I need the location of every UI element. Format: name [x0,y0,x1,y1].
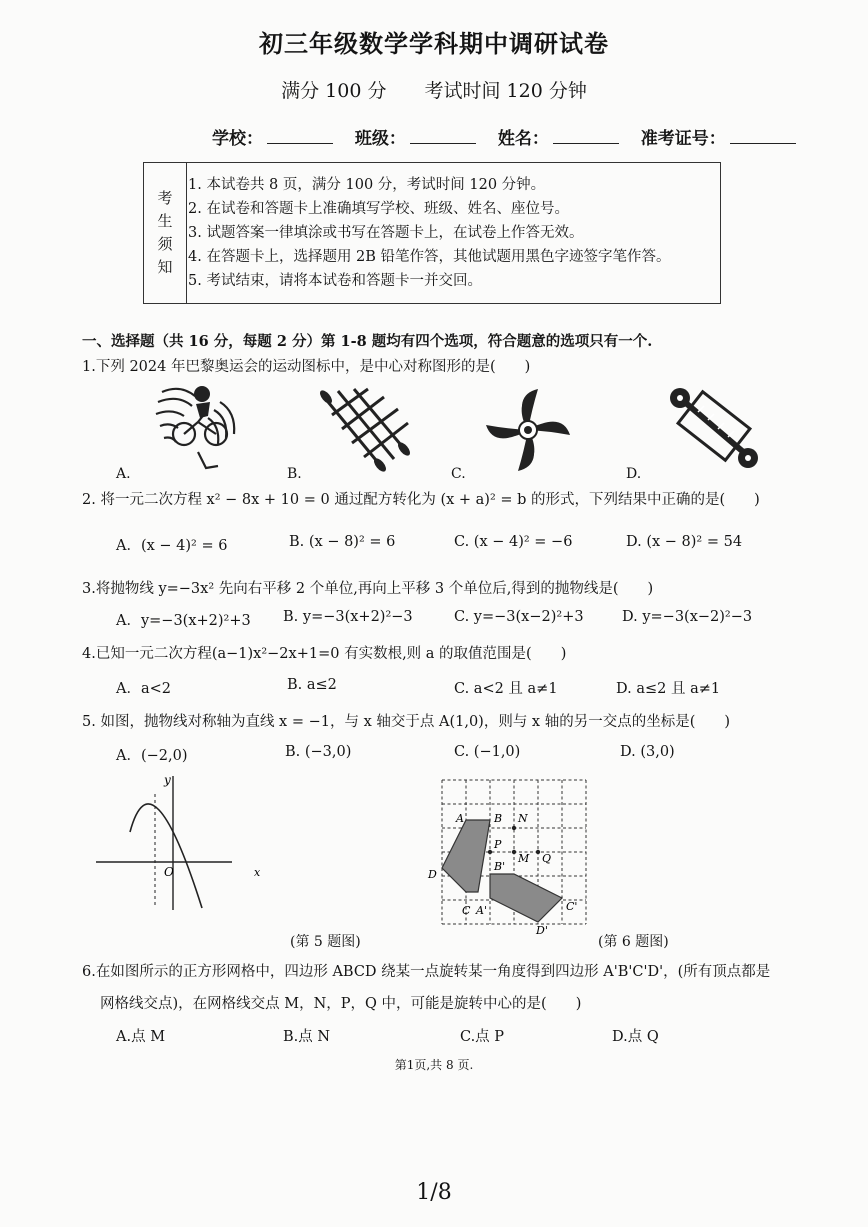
skateboard-icon [664,382,764,474]
notice-item: 2. 在试卷和答题卡上准确填写学校、班级、姓名、座位号。 [188,201,569,217]
q3-option-d: D. y=−3(x−2)²−3 [622,609,753,625]
exam-id-blank [730,129,796,144]
quadrilateral-abcd [442,820,490,892]
class-field [355,124,476,149]
notice-side-char: 考 [157,189,173,207]
question-6-line-2: 网格线交点)，在网格线交点 M，N，P，Q 中，可能是旋转中心的是( ) [100,996,582,1012]
q4-option-a: A．a<2 [116,681,171,697]
q6-figure-caption: (第 6 题图) [598,934,669,950]
pinwheel-icon [482,385,574,475]
notice-item: 5. 考试结束，请将本试卷和答题卡一并交回。 [188,273,482,289]
class-blank [410,129,476,144]
exam-time: 考试时间 120 分钟 [424,80,587,102]
q5-option-d: D. (3,0) [620,744,675,760]
section-heading: 一、选择题（共 16 分，每题 2 分）第 1-8 题均有四个选项，符合题意的选项只有一个. [82,333,653,350]
name-blank [553,129,619,144]
label-a-prime: A' [476,904,487,917]
q5-parabola-figure [92,772,272,912]
x-axis-label: x [254,866,261,879]
question-6-line-1: 6.在如图所示的正方形网格中，四边形 ABCD 绕某一点旋转某一角度得到四边形 A'B'C'D'，(所有顶点都是 [82,964,771,980]
notice-side-char: 知 [157,258,173,276]
point-p [488,850,492,854]
label-b: B [494,812,503,825]
notice-item: 4. 在答题卡上，选择题用 2B 铅笔作答，其他试题用黑色字迹签字笔作答。 [188,249,671,265]
notice-side-char: 生 [157,212,173,230]
notice-list [188,173,671,293]
q5-option-c: C. (−1,0) [454,744,521,760]
q1-option-b: B. [287,466,302,482]
notice-item: 1. 本试卷共 8 页，满分 100 分，考试时间 120 分钟。 [188,177,546,193]
label-m: M [518,852,530,865]
notice-item: 3. 试题答案一律填涂或书写在答题卡上，在试卷上作答无效。 [188,225,584,241]
rowing-icon [318,385,413,473]
question-1-text: 1.下列 2024 年巴黎奥运会的运动图标中，是中心对称图形的是( ) [82,359,531,375]
label-b-prime: B' [494,860,506,873]
exam-id-field [641,124,796,149]
label-d-prime: D' [536,924,548,934]
question-5-text: 5. 如图，抛物线对称轴为直线 x = −1，与 x 轴交于点 A(1,0)，则与 x 轴的另一交点的坐标是( ) [82,714,731,730]
question-3-text: 3.将抛物线 y=−3x² 先向右平移 2 个单位,再向上平移 3 个单位后,得到的抛物线是( ) [82,581,654,597]
q1-option-d: D. [626,466,642,482]
y-axis-label: y [164,773,171,787]
q5-figure-caption: (第 5 题图) [290,934,361,950]
exam-id-label: 准考证号： [640,129,726,149]
q3-option-c: C. y=−3(x−2)²+3 [454,609,584,625]
q4-option-d: D. a≤2 且 a≠1 [616,681,721,697]
label-p: P [494,838,502,851]
q4-option-c: C. a<2 且 a≠1 [454,681,558,697]
point-n [512,826,516,830]
q1-option-a: A. [116,466,131,482]
exam-subtitle [0,76,868,103]
q3-option-a: A．y=−3(x+2)²+3 [116,613,251,629]
q6-option-c: C.点 P [460,1029,505,1045]
q5-option-a: A．(−2,0) [116,748,188,764]
name-field [498,124,619,149]
origin-label: O [164,865,174,879]
notice-side-char: 须 [157,235,173,253]
page-number: 1/8 [416,1180,452,1205]
q6-option-d: D.点 Q [612,1029,659,1045]
parabola-curve [130,804,202,908]
label-c: C [462,904,471,917]
q1-option-c: C. [451,466,466,482]
q6-option-b: B.点 N [283,1029,331,1045]
name-label: 姓名： [497,129,549,149]
label-a: A [456,812,464,825]
label-n: N [518,812,528,825]
exam-title: 初三年级数学学科期中调研试卷 [259,29,609,58]
school-label: 学校： [212,129,263,149]
student-info-fields [212,124,812,149]
q5-option-b: B. (−3,0) [285,744,352,760]
full-score: 满分 100 分 [281,80,387,102]
page-footer: 第1页,共 8 页. [394,1058,474,1072]
label-q: Q [542,852,552,865]
point-m [512,850,516,854]
point-q [536,850,540,854]
q2-option-d: D. (x − 8)² = 54 [626,534,743,550]
q2-option-b: B. (x − 8)² = 6 [289,534,396,550]
school-field [212,124,333,149]
q3-option-b: B. y=−3(x+2)²−3 [283,609,413,625]
question-2-text: 2. 将一元二次方程 x² − 8x + 10 = 0 通过配方转化为 (x + a)² = b 的形式，下列结果中正确的是( ) [82,492,760,508]
class-label: 班级： [354,129,406,149]
notice-side-label [144,163,187,303]
q4-option-b: B. a≤2 [287,677,337,693]
label-d: D [428,868,437,881]
q2-option-a: A．(x − 4)² = 6 [116,538,228,554]
q6-option-a: A.点 M [116,1029,166,1045]
q2-option-c: C. (x − 4)² = −6 [454,534,573,550]
label-c-prime: C' [566,900,578,913]
question-4-text: 4.已知一元二次方程(a−1)x²−2x+1=0 有实数根,则 a 的取值范围是( ) [82,646,567,662]
candidate-notice-box [143,162,721,304]
cycling-icon [150,382,245,474]
quadrilateral-a-prime-b-prime-c-prime-d-prime [490,874,562,922]
q6-grid-figure [420,772,610,934]
school-blank [267,129,333,144]
